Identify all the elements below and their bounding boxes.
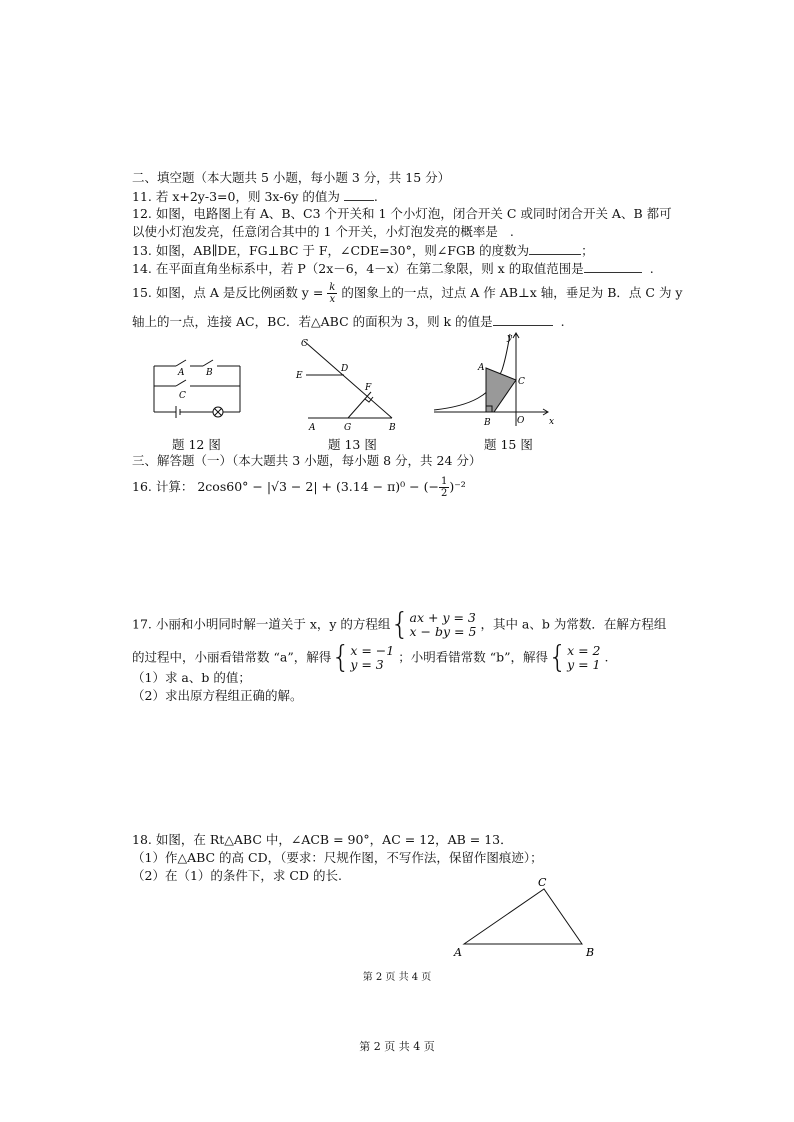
fig13-label-g: G xyxy=(344,423,352,433)
question-12-line-2 xyxy=(132,224,514,240)
q13-blank xyxy=(529,242,581,255)
fig15-label-a: A xyxy=(478,363,485,373)
fig13-label-e: E xyxy=(296,371,303,381)
q17-s1a: x = −1 xyxy=(350,643,395,658)
fig12-label-c: C xyxy=(179,391,186,401)
fig15-label-b: B xyxy=(484,418,491,428)
switch-b xyxy=(203,360,213,366)
q15-end: . xyxy=(560,314,565,329)
question-16 xyxy=(132,476,466,499)
q11-blank xyxy=(344,188,374,201)
q15-text-b: 的图象上的一点，过点 A 作 AB⊥x 轴，垂足为 B．点 C 为 y xyxy=(337,285,683,300)
question-18-line-1: 18. 如图，在 Rt△ABC 中，∠ACB = 90°，AC = 12，AB = 13． xyxy=(132,832,513,847)
figure-15-graph xyxy=(430,330,560,434)
q11-end: . xyxy=(373,189,378,204)
question-17-part-1: （1）求 a、b 的值； xyxy=(132,670,251,685)
q16-label: 16. 计算： xyxy=(132,479,194,494)
q17-s1b: y = 3 xyxy=(350,657,384,672)
q17-brace-3: { xyxy=(547,640,568,675)
question-17-part-2: （2）求出原方程组正确的解。 xyxy=(132,688,303,703)
q17-eq2: x − by = 5 xyxy=(409,624,477,639)
fig12-label-a: A xyxy=(178,368,185,378)
fig15-label-c: C xyxy=(518,377,525,387)
q17-system-xiaoli xyxy=(350,644,394,672)
q13-text: 13. 如图，AB∥DE，FG⊥BC 于 F，∠CDE=30°，则∠FGB 的度数为 xyxy=(132,243,530,258)
question-15-line-1 xyxy=(132,282,682,305)
figure-15-caption: 题 15 图 xyxy=(484,437,533,452)
figure-13-geometry xyxy=(292,334,404,434)
q13-end: ； xyxy=(581,243,594,258)
q17-text-b: ，其中 a、b 为常数．在解方程组 xyxy=(480,616,667,632)
figure-18-triangle xyxy=(450,874,606,960)
fig15-label-o: O xyxy=(517,416,525,426)
q14-end: . xyxy=(649,261,654,276)
q12-end: . xyxy=(509,224,514,239)
question-11 xyxy=(132,188,378,205)
q17-text-d: ；小明看错常数 “b”，解得 xyxy=(398,649,548,665)
q15-x: x xyxy=(329,294,336,305)
q15-fraction xyxy=(327,282,337,305)
question-17-line-1 xyxy=(132,607,667,642)
q14-text: 14. 在平面直角坐标系中，若 P（2x－6，4－x）在第二象限，则 x 的取值范围是 xyxy=(132,261,584,276)
page-footer-inner: 第 2 页 共 4 页 xyxy=(362,972,432,983)
fig13-label-d: D xyxy=(341,364,349,374)
q12-blank xyxy=(498,224,510,236)
section-2-title: 二、填空题（本大题共 5 小题，每小题 3 分，共 15 分） xyxy=(132,170,451,185)
switch-c xyxy=(176,380,186,386)
question-18-part-2: （2）在（1）的条件下，求 CD 的长. xyxy=(132,868,342,883)
q17-text-c: 的过程中，小丽看错常数 “a”，解得 xyxy=(132,649,332,665)
line-cb xyxy=(304,341,392,418)
q16-fraction xyxy=(439,476,449,499)
q16-tail: )⁻² xyxy=(449,479,466,494)
q16-frac-num: 1 xyxy=(440,476,448,487)
question-15-line-2 xyxy=(132,313,565,330)
figure-12-caption: 题 12 图 xyxy=(172,437,221,452)
line-gf xyxy=(348,392,371,418)
shaded-triangle-abc xyxy=(486,368,516,412)
question-13 xyxy=(132,242,594,259)
question-17-line-2 xyxy=(132,640,609,675)
q17-eq1: ax + y = 3 xyxy=(409,610,476,625)
fig12-label-b: B xyxy=(206,368,213,378)
q17-s2a: x = 2 xyxy=(567,643,601,658)
fig18-label-b: B xyxy=(586,946,595,959)
fig13-label-f: F xyxy=(365,383,372,393)
triangle-abc xyxy=(464,889,582,944)
q16-expression: 2cos60° − |√3 − 2| + (3.14 − π)⁰ − (− xyxy=(197,479,439,494)
q17-brace-1: { xyxy=(390,607,410,642)
q17-system-given xyxy=(410,611,477,639)
switch-a xyxy=(176,360,186,366)
q15-text-a: 15. 如图，点 A 是反比例函数 y = xyxy=(132,285,324,300)
page-footer-outer: 第 2 页 共 4 页 xyxy=(359,1040,435,1053)
fig18-label-a: A xyxy=(454,946,462,959)
figure-13-caption: 题 13 图 xyxy=(328,437,377,452)
fig18-label-c: C xyxy=(538,876,547,889)
q15-line2-text: 轴上的一点，连接 AC，BC．若△ABC 的面积为 3，则 k 的值是 xyxy=(132,314,493,329)
question-14 xyxy=(132,260,654,277)
question-18-part-1: （1）作△ABC 的高 CD，（要求：尺规作图，不写作法，保留作图痕迹）； xyxy=(132,850,543,865)
q17-system-xiaoming xyxy=(567,644,600,672)
q14-blank xyxy=(584,260,642,273)
q12-text: 以使小灯泡发亮，任意闭合其中的 1 个开关，小灯泡发亮的概率是 xyxy=(132,224,498,239)
q17-s2b: y = 1 xyxy=(567,657,601,672)
fig15-label-y: y xyxy=(507,333,513,343)
q15-k: k xyxy=(329,282,336,293)
question-12-line-1: 12. 如图，电路图上有 A、B、C3 个开关和 1 个小灯泡，闭合开关 C 或同时闭合开关 A、B 都可 xyxy=(132,206,672,221)
q15-blank xyxy=(493,313,553,326)
q17-text-a: 17. 小丽和小明同时解一道关于 x，y 的方程组 xyxy=(132,616,391,632)
q16-frac-den: 2 xyxy=(440,488,448,499)
section-3-title: 三、解答题（一）（本大题共 3 小题，每小题 8 分，共 24 分） xyxy=(132,453,482,468)
fig13-label-b: B xyxy=(389,423,396,433)
fig13-label-a: A xyxy=(309,423,316,433)
fig13-label-c: C xyxy=(301,339,308,349)
fig15-label-x: x xyxy=(549,417,555,427)
q17-brace-2: { xyxy=(331,640,351,675)
q11-text: 11. 若 x+2y-3=0，则 3x-6y 的值为 xyxy=(132,189,340,204)
figure-12-circuit xyxy=(148,352,248,428)
q17-text-e: . xyxy=(604,649,609,665)
